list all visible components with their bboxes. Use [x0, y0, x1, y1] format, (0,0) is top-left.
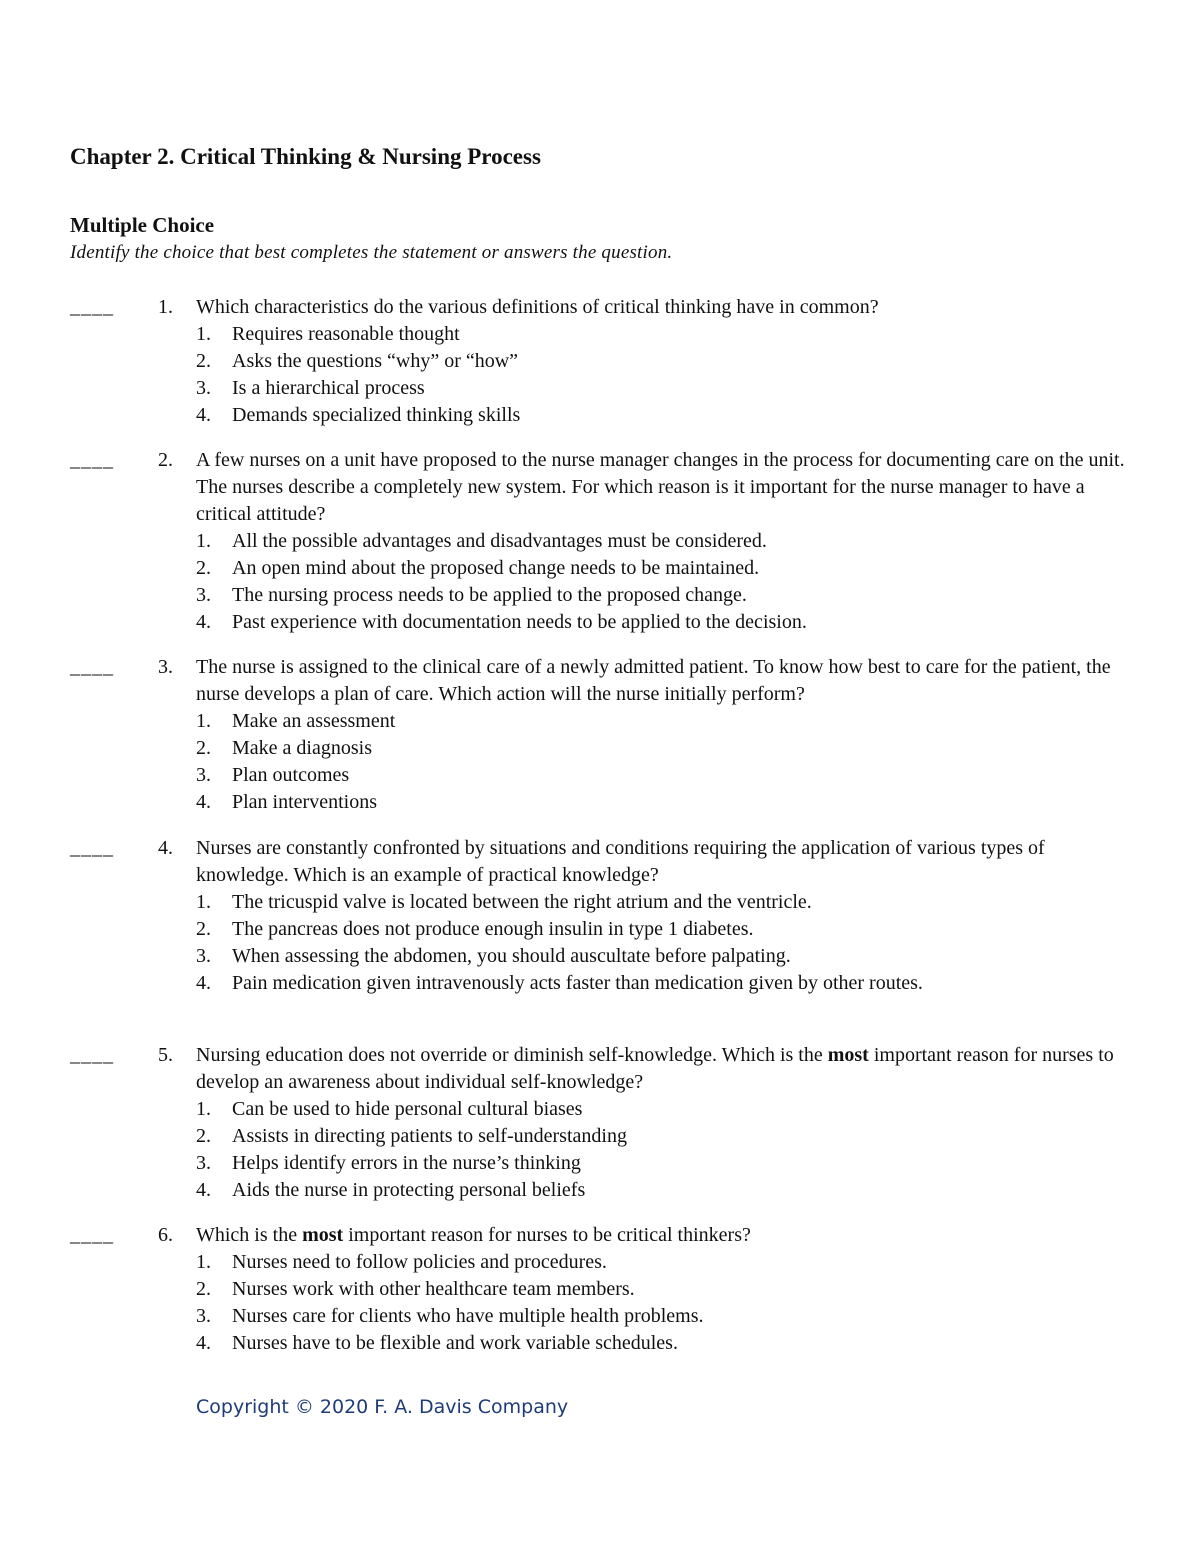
options-list	[196, 1096, 992, 1204]
question-stem: A few nurses on a unit have proposed to the nurse manager changes in the process for documenting care on the unit. The nurses describe a completely new system. For which reason is it important for the nurse manager to have a critical attitude?	[196, 449, 1125, 525]
instructions: Identify the choice that best completes the statement or answers the question.	[70, 242, 673, 263]
options-list	[196, 1249, 992, 1357]
option-2: 2. The pancreas does not produce enough insulin in type 1 diabetes.	[196, 918, 754, 940]
chapter-title: Chapter 2. Critical Thinking & Nursing Process	[70, 144, 541, 169]
option-3: 3. The nursing process needs to be applied to the proposed change.	[196, 584, 747, 606]
question-number: 5.	[158, 1044, 173, 1066]
option-4: 4. Aids the nurse in protecting personal beliefs	[196, 1179, 586, 1201]
answer-blank: ____	[70, 449, 114, 471]
answer-blank: ____	[70, 1044, 114, 1066]
option-4: 4. Nurses have to be flexible and work variable schedules.	[196, 1332, 678, 1354]
option-1: 1. All the possible advantages and disadvantages must be considered.	[196, 530, 767, 552]
question-stem: Which is the most important reason for nurses to be critical thinkers?	[196, 1224, 751, 1246]
option-3: 3. When assessing the abdomen, you should auscultate before palpating.	[196, 945, 791, 967]
option-1: 1. The tricuspid valve is located between the right atrium and the ventricle.	[196, 891, 812, 913]
option-1: 1. Make an assessment	[196, 710, 396, 732]
emphasis-most: most	[302, 1224, 344, 1246]
question-stem: Nurses are constantly confronted by situations and conditions requiring the application of various types of knowledge. Which is an example of practical knowledge?	[196, 837, 1045, 886]
copyright-footer: Copyright © 2020 F. A. Davis Company	[196, 1396, 569, 1418]
options-list	[196, 528, 992, 636]
question-stem: The nurse is assigned to the clinical care of a newly admitted patient. To know how best to care for the patient, the nurse develops a plan of care. Which action will the nurse initially perform?	[196, 656, 1111, 705]
answer-blank: ____	[70, 1224, 114, 1246]
section-title: Multiple Choice	[70, 213, 215, 237]
option-2: 2. Asks the questions “why” or “how”	[196, 350, 519, 372]
option-2: 2. Make a diagnosis	[196, 737, 372, 759]
option-2: 2. Nurses work with other healthcare team members.	[196, 1278, 635, 1300]
answer-blank: ____	[70, 837, 114, 859]
question-number: 6.	[158, 1224, 173, 1246]
question-number: 2.	[158, 449, 173, 471]
option-4: 4. Plan interventions	[196, 791, 377, 813]
options-list	[196, 889, 992, 997]
question-number: 4.	[158, 837, 173, 859]
options-list	[196, 708, 992, 816]
option-2: 2. An open mind about the proposed change needs to be maintained.	[196, 557, 760, 579]
option-1: 1. Requires reasonable thought	[196, 323, 460, 345]
option-4: 4. Demands specialized thinking skills	[196, 404, 521, 426]
options-list	[196, 321, 992, 429]
question-stem: Nursing education does not override or diminish self-knowledge. Which is the most important reason for nurses to develop an awareness about individual self-knowledge?	[196, 1044, 1114, 1093]
option-1: 1. Can be used to hide personal cultural biases	[196, 1098, 583, 1120]
option-3: 3. Is a hierarchical process	[196, 377, 425, 399]
option-1: 1. Nurses need to follow policies and procedures.	[196, 1251, 607, 1273]
question-number: 1.	[158, 296, 173, 318]
option-3: 3. Plan outcomes	[196, 764, 350, 786]
option-2: 2. Assists in directing patients to self-understanding	[196, 1125, 627, 1147]
option-3: 3. Nurses care for clients who have multiple health problems.	[196, 1305, 704, 1327]
question-number: 3.	[158, 656, 173, 678]
emphasis-most: most	[827, 1044, 869, 1066]
question-stem: Which characteristics do the various definitions of critical thinking have in common?	[196, 296, 879, 318]
option-4: 4. Past experience with documentation needs to be applied to the decision.	[196, 611, 807, 633]
option-3: 3. Helps identify errors in the nurse’s thinking	[196, 1152, 581, 1174]
answer-blank: ____	[70, 296, 114, 318]
answer-blank: ____	[70, 656, 114, 678]
option-4: 4. Pain medication given intravenously acts faster than medication given by other routes.	[196, 972, 923, 994]
